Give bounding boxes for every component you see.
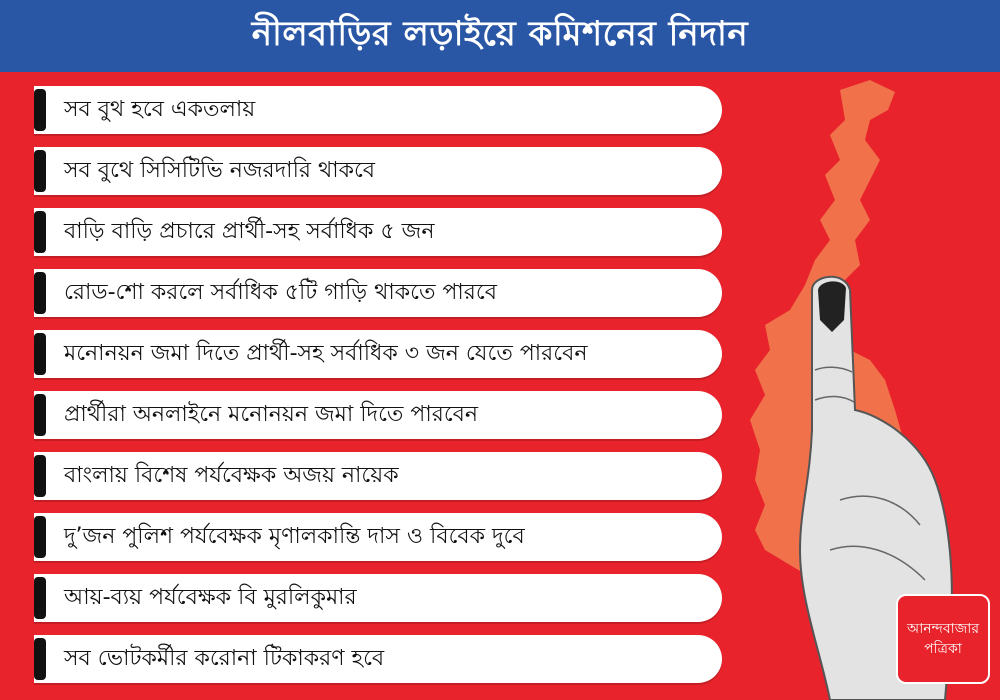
list-item-text: মনোনয়ন জমা দিতে প্রার্থী-সহ সর্বাধিক ৩ জন যেতে পারবেন — [64, 340, 588, 366]
bullet-tab — [34, 455, 46, 497]
list-item-text: রোড-শো করলে সর্বাধিক ৫টি গাড়ি থাকতে পারবে — [64, 279, 497, 305]
list-item-text: সব বুথ হবে একতলায় — [64, 96, 256, 122]
bullet-tab — [34, 577, 46, 619]
list-item-text: সব বুথে সিসিটিভি নজরদারি থাকবে — [64, 157, 376, 183]
bullet-tab — [34, 89, 46, 131]
bullet-tab — [34, 211, 46, 253]
list-item — [34, 330, 722, 378]
list-item — [34, 86, 722, 134]
newspaper-logo — [896, 594, 990, 684]
list-item — [34, 452, 722, 500]
list-item-text: আয়-ব্যয় পর্যবেক্ষক বি মুরলিকুমার — [64, 584, 357, 610]
list-item — [34, 574, 722, 622]
list-item-text: দু’জন পুলিশ পর্যবেক্ষক মৃণালকান্তি দাস ও বিবেক দুবে — [64, 523, 525, 549]
bullet-tab — [34, 394, 46, 436]
header-banner — [0, 0, 1000, 72]
list-item-text: সব ভোটকর্মীর করোনা টিকাকরণ হবে — [64, 645, 385, 671]
list-item-text: প্রার্থীরা অনলাইনে মনোনয়ন জমা দিতে পারবেন — [64, 401, 479, 427]
bullet-tab — [34, 638, 46, 680]
bullet-tab — [34, 272, 46, 314]
page-title: নীলবাড়ির লড়াইয়ে কমিশনের নিদান — [251, 13, 749, 54]
bullet-tab — [34, 333, 46, 375]
list-item — [34, 208, 722, 256]
list-item — [34, 635, 722, 683]
list-item-text: বাড়ি বাড়ি প্রচারে প্রার্থী-সহ সর্বাধিক ৫ জন — [64, 218, 435, 244]
bullet-tab — [34, 516, 46, 558]
list-item — [34, 513, 722, 561]
list-item-text: বাংলায় বিশেষ পর্যবেক্ষক অজয় নায়েক — [64, 462, 399, 488]
bullet-tab — [34, 150, 46, 192]
list-item — [34, 269, 722, 317]
logo-line1: আনন্দবাজার — [906, 621, 980, 637]
list-item — [34, 391, 722, 439]
list-item — [34, 147, 722, 195]
logo-line2: পত্রিকা — [924, 641, 962, 657]
